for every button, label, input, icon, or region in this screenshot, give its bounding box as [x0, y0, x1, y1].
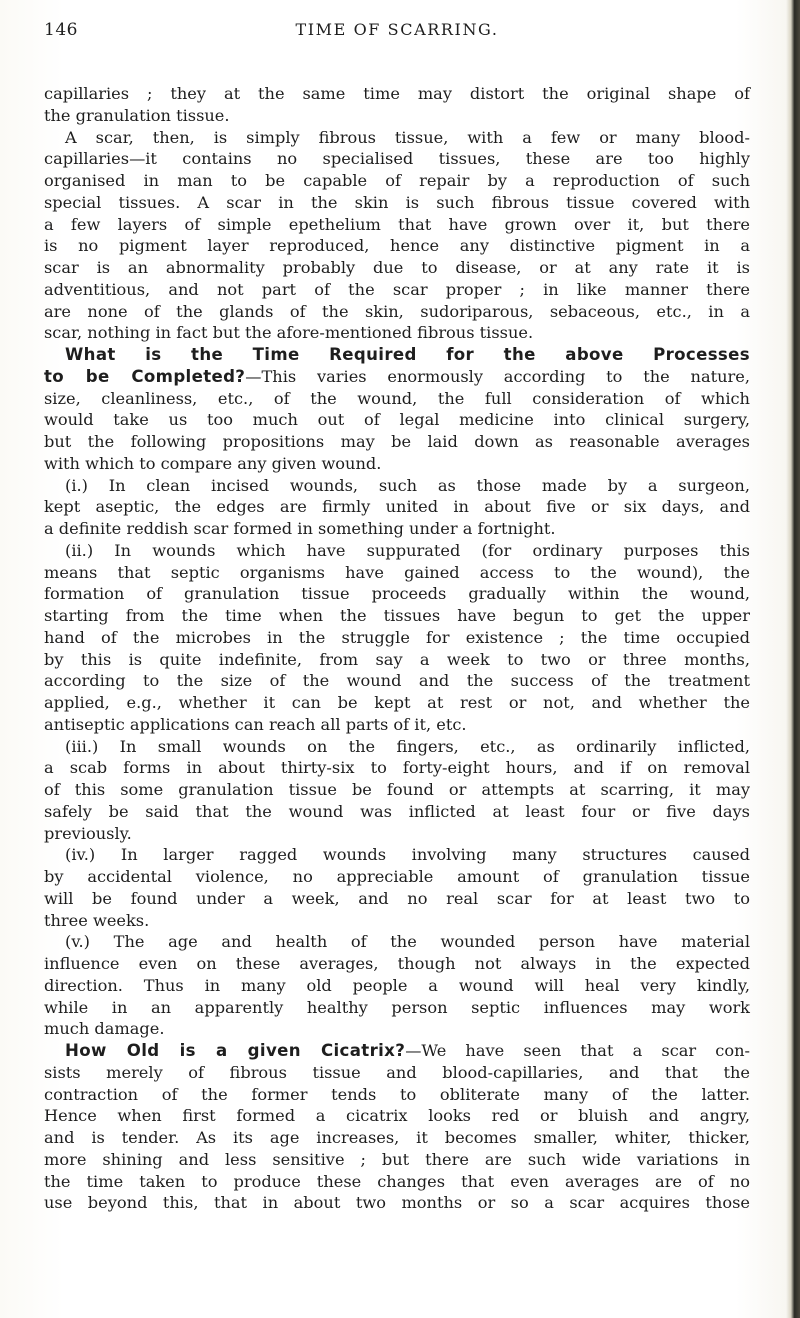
- text-line: [44, 562, 750, 584]
- line-text: would take us too much out of legal medicine into clinical surgery,: [44, 410, 750, 430]
- text-line: [44, 670, 750, 692]
- text-line: [44, 518, 750, 540]
- line-text: starting from the time when the tissues have begun to get the upper: [44, 606, 750, 625]
- text-line: [44, 1040, 750, 1062]
- line-text: —This varies enormously according to the nature,: [245, 366, 750, 386]
- line-text: hand of the microbes in the struggle for existence ; the time occupied: [44, 627, 750, 647]
- text-line: [44, 344, 750, 366]
- line-text: the granulation tissue.: [44, 105, 230, 125]
- line-text: by accidental violence, no appreciable amount of granulation tissue: [44, 867, 750, 886]
- text-line: [44, 279, 750, 301]
- text-line: [44, 409, 750, 431]
- text-line: [44, 388, 750, 410]
- text-line: [44, 148, 750, 170]
- line-text: of this some granulation tissue be found or attempts at scarring, it may: [44, 780, 750, 799]
- line-text: three weeks.: [44, 910, 150, 930]
- line-text: while in an apparently healthy person septic influences may work: [44, 997, 750, 1017]
- text-line: [44, 1192, 750, 1214]
- line-text: use beyond this, that in about two months or so a scar acquires those: [44, 1193, 750, 1213]
- text-line: [44, 736, 750, 758]
- page-header: [44, 20, 750, 48]
- text-line: [44, 214, 750, 236]
- line-text: special tissues. A scar in the skin is such fibrous tissue covered with: [44, 192, 750, 212]
- text-line: [44, 1127, 750, 1149]
- text-line: [44, 997, 750, 1019]
- line-text: scar, nothing in fact but the afore-mentioned fibrous tissue.: [44, 323, 534, 343]
- scan-edge-shadow: [786, 0, 800, 1318]
- text-line: [44, 496, 750, 518]
- text-line: [44, 475, 750, 497]
- text-line: [44, 779, 750, 801]
- line-text: the time taken to produce these changes that even averages are of no: [44, 1171, 750, 1191]
- line-text: applied, e.g., whether it can be kept at rest or not, and whether the: [44, 693, 750, 712]
- line-text: a scab forms in about thirty-six to forty-eight hours, and if on removal: [44, 758, 750, 778]
- line-text: a definite reddish scar formed in something under a fortnight.: [44, 519, 556, 538]
- text-line: [44, 888, 750, 910]
- line-text: much damage.: [44, 1019, 165, 1039]
- text-line: [44, 301, 750, 323]
- line-text: more shining and less sensitive ; but there are such wide variations in: [44, 1149, 750, 1169]
- text-line: [44, 649, 750, 671]
- line-text: direction. Thus in many old people a wound will heal very kindly,: [44, 975, 750, 995]
- line-text: by this is quite indefinite, from say a week to two or three months,: [44, 649, 750, 669]
- text-line: [44, 257, 750, 279]
- text-line: [44, 844, 750, 866]
- line-text: contraction of the former tends to obliterate many of the latter.: [44, 1084, 750, 1104]
- text-line: [44, 431, 750, 453]
- text-line: [44, 692, 750, 714]
- line-text: scar is an abnormality probably due to disease, or at any rate it is: [44, 258, 750, 277]
- line-text: (ii.) In wounds which have suppurated (for ordinary purposes this: [65, 540, 750, 560]
- text-line: [44, 1171, 750, 1193]
- body-text: [44, 83, 750, 1214]
- text-line: [44, 953, 750, 975]
- text-line: [44, 322, 750, 344]
- line-text: safely be said that the wound was inflicted at least four or five days: [44, 801, 750, 821]
- line-text: means that septic organisms have gained access to the wound), the: [44, 562, 750, 582]
- text-line: [44, 127, 750, 149]
- text-line: [44, 1018, 750, 1040]
- line-text: sists merely of fibrous tissue and blood-capillaries, and that the: [44, 1062, 750, 1082]
- line-text: A scar, then, is simply fibrous tissue, with a few or many blood-: [65, 127, 750, 147]
- line-text: according to the size of the wound and the success of the treatment: [44, 671, 750, 691]
- line-text: —We have seen that a scar con-: [405, 1041, 750, 1060]
- line-text: size, cleanliness, etc., of the wound, the full consideration of which: [44, 388, 750, 408]
- text-line: [44, 866, 750, 888]
- text-line: [44, 1084, 750, 1106]
- line-text: previously.: [44, 823, 132, 843]
- line-text: a few layers of simple epethelium that have grown over it, but there: [44, 214, 750, 234]
- line-text: (iii.) In small wounds on the fingers, etc., as ordinarily inflicted,: [65, 736, 750, 756]
- section-heading: What is the Time Required for the above Processes: [65, 345, 750, 364]
- line-text: organised in man to be capable of repair by a reproduction of such: [44, 171, 750, 190]
- line-text: but the following propositions may be laid down as reasonable averages: [44, 432, 750, 451]
- text-line: [44, 366, 750, 388]
- line-text: and is tender. As its age increases, it becomes smaller, whiter, thicker,: [44, 1128, 750, 1147]
- text-line: [44, 83, 750, 105]
- text-line: [44, 453, 750, 475]
- text-line: [44, 540, 750, 562]
- text-line: [44, 627, 750, 649]
- text-line: [44, 714, 750, 736]
- line-text: (i.) In clean incised wounds, such as those made by a surgeon,: [65, 475, 750, 495]
- line-text: capillaries—it contains no specialised tissues, these are too highly: [44, 149, 750, 169]
- line-text: adventitious, and not part of the scar proper ; in like manner there: [44, 279, 750, 299]
- page-number: 146: [44, 20, 78, 40]
- line-text: antiseptic applications can reach all parts of it, etc.: [44, 714, 467, 734]
- running-head: TIME OF SCARRING.: [295, 20, 499, 39]
- line-text: (v.) The age and health of the wounded person have material: [65, 932, 750, 952]
- text-line: [44, 192, 750, 214]
- line-text: (iv.) In larger ragged wounds involving many structures caused: [65, 845, 750, 865]
- line-text: is no pigment layer reproduced, hence any distinctive pigment in a: [44, 236, 750, 256]
- text-line: [44, 801, 750, 823]
- line-text: formation of granulation tissue proceeds gradually within the wound,: [44, 584, 750, 604]
- text-line: [44, 757, 750, 779]
- line-text: with which to compare any given wound.: [44, 453, 382, 473]
- text-line: [44, 910, 750, 932]
- text-line: [44, 105, 750, 127]
- text-line: [44, 1149, 750, 1171]
- section-heading: to be Completed?: [44, 366, 246, 386]
- text-line: [44, 1105, 750, 1127]
- text-line: [44, 823, 750, 845]
- line-text: are none of the glands of the skin, sudoriparous, sebaceous, etc., in a: [44, 301, 750, 321]
- line-text: kept aseptic, the edges are firmly united in about five or six days, and: [44, 497, 750, 517]
- line-text: will be found under a week, and no real scar for at least two to: [44, 888, 750, 908]
- line-text: influence even on these averages, though not always in the expected: [44, 954, 750, 973]
- text-line: [44, 235, 750, 257]
- text-line: [44, 605, 750, 627]
- text-line: [44, 170, 750, 192]
- line-text: capillaries ; they at the same time may distort the original shape of: [44, 84, 750, 103]
- text-line: [44, 1062, 750, 1084]
- line-text: Hence when first formed a cicatrix looks red or bluish and angry,: [44, 1106, 750, 1126]
- text-line: [44, 975, 750, 997]
- text-line: [44, 931, 750, 953]
- section-heading: How Old is a given Cicatrix?: [65, 1041, 406, 1060]
- text-line: [44, 583, 750, 605]
